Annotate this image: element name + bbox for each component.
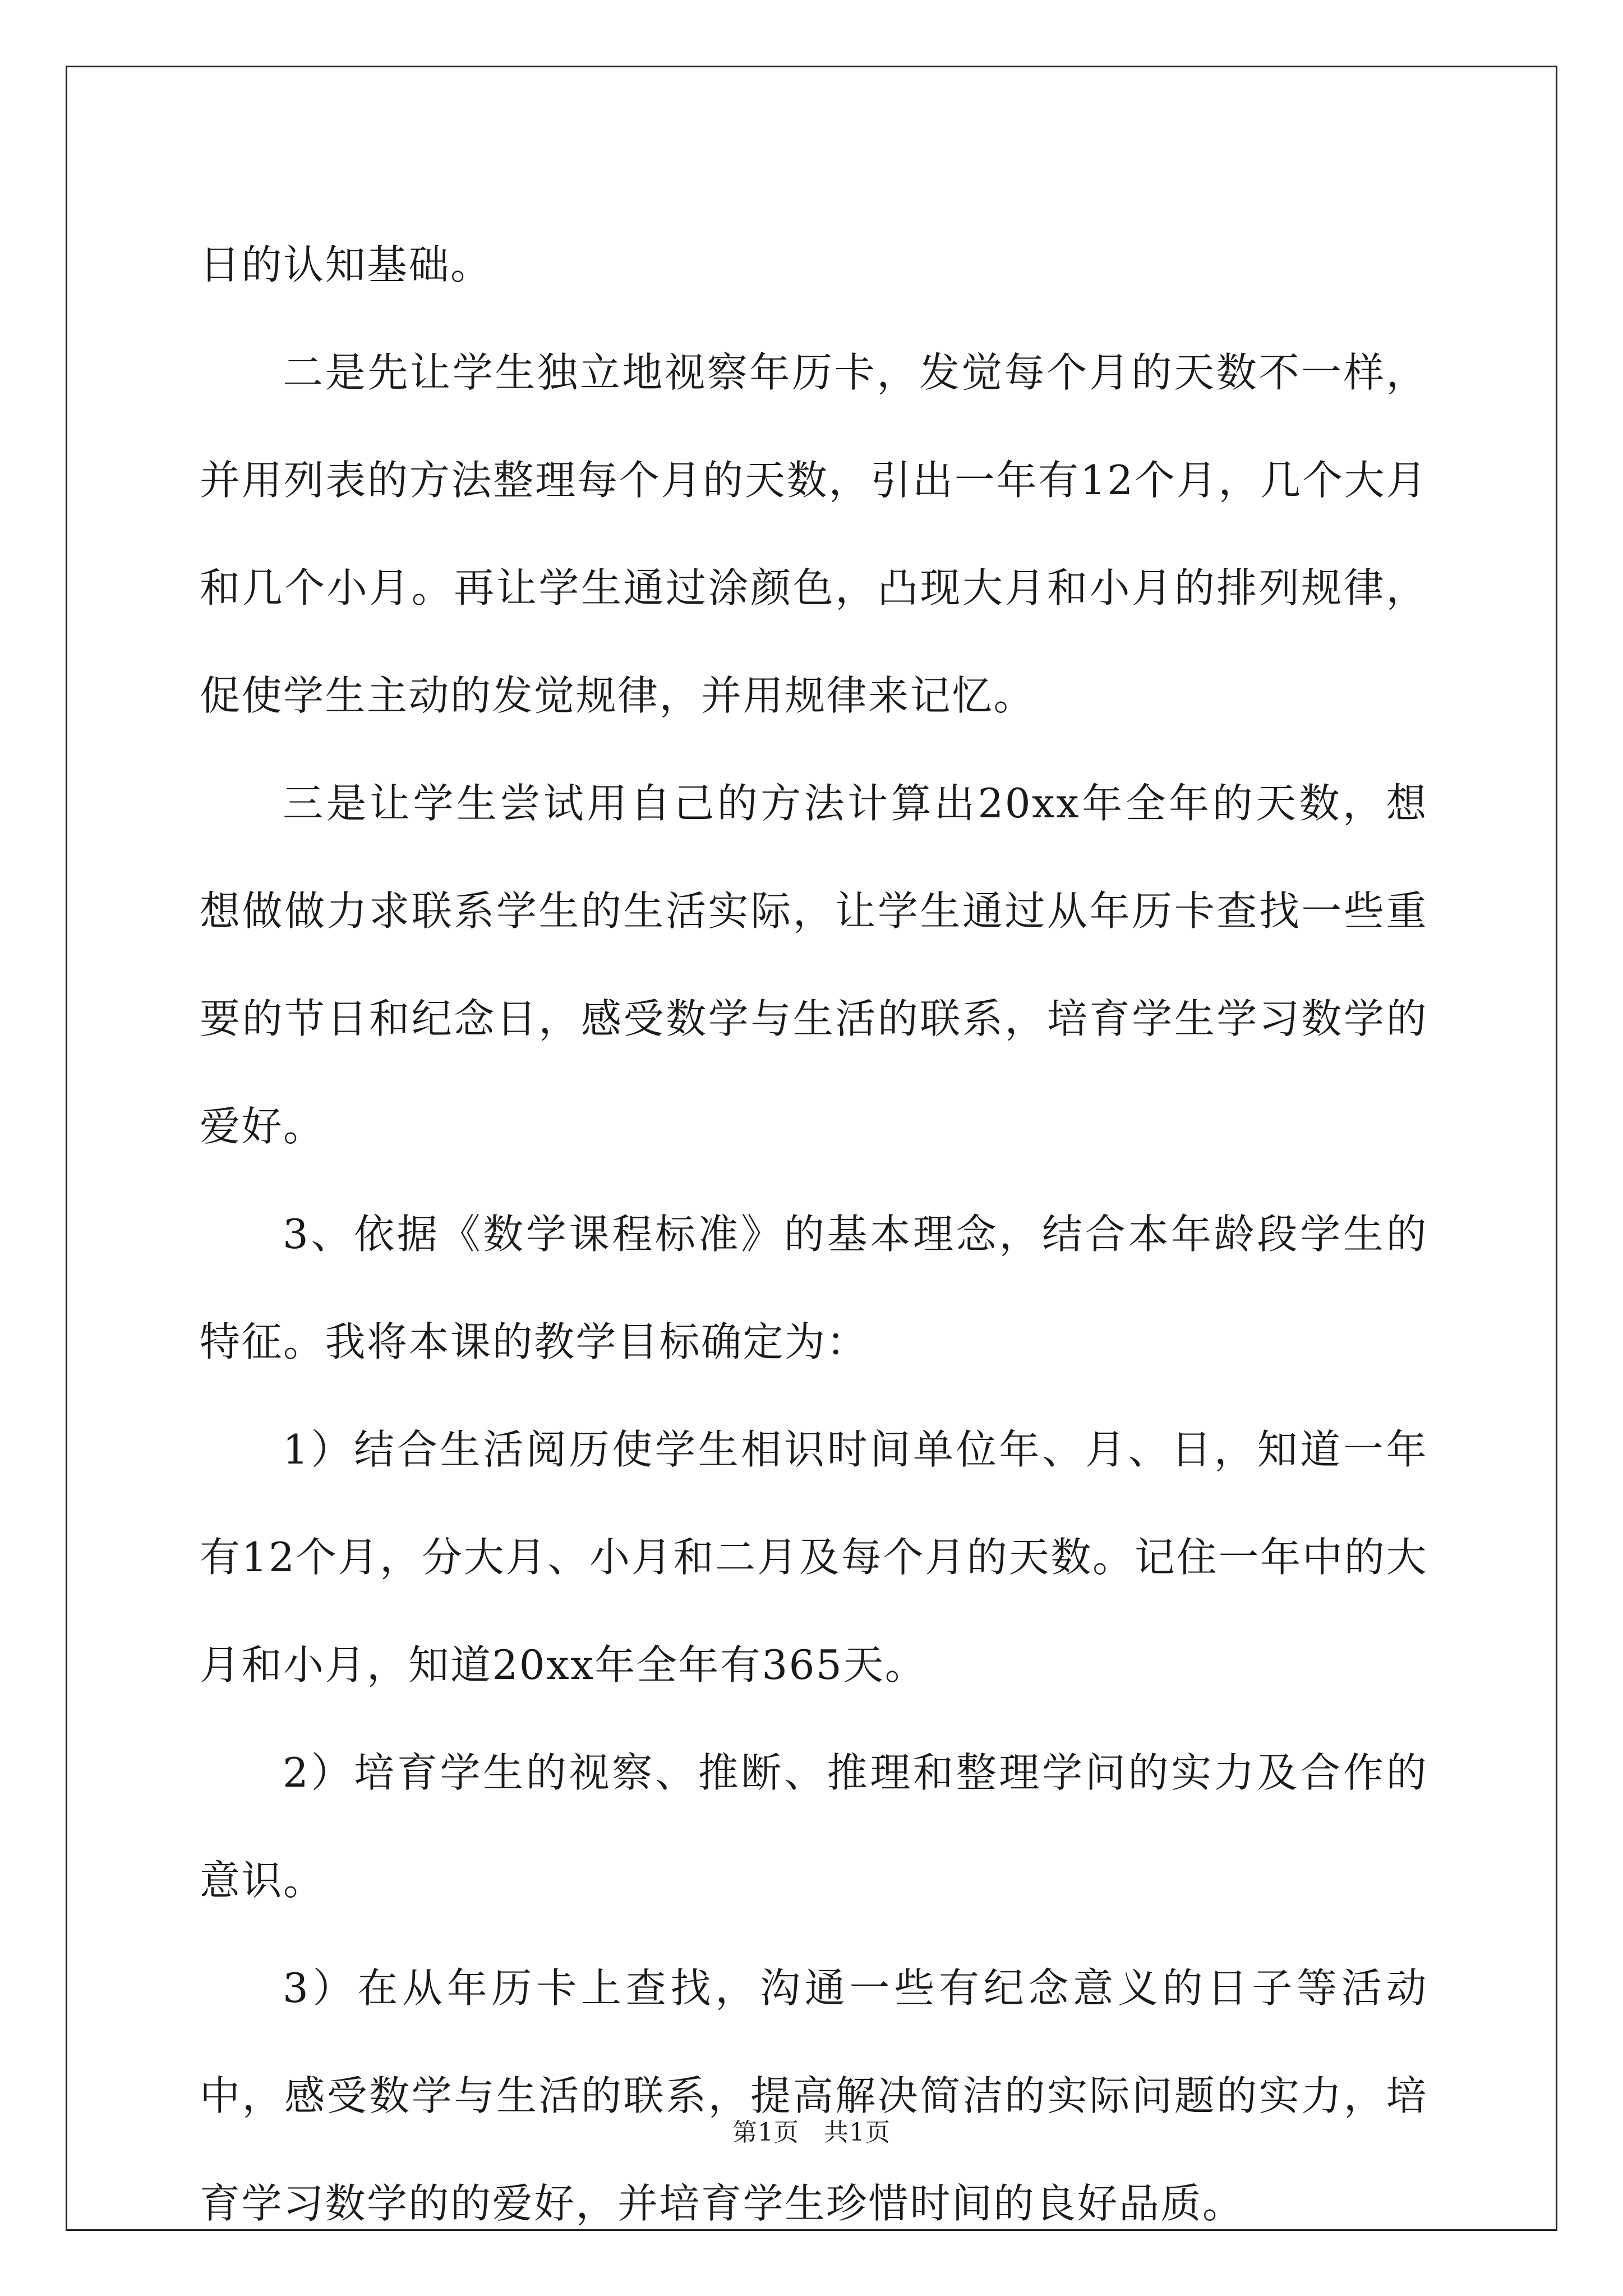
paragraph-5: 1）结合生活阅历使学生相识时间单位年、月、日，知道一年有12个月，分大月、小月和二月及每个月的天数。记住一年中的大月和小月，知道20xx年全年有365天。	[200, 1426, 1428, 1688]
page-footer	[0, 2116, 1623, 2150]
document-body	[200, 211, 1428, 2257]
paragraph-6: 2）培育学生的视察、推断、推理和整理学问的实力及合作的意识。	[200, 1749, 1428, 1904]
paragraph-2: 二是先让学生独立地视察年历卡，发觉每个月的天数不一样，并用列表的方法整理每个月的天数，引出一年有12个月，几个大月和几个小月。再让学生通过涂颜色，凸现大月和小月的排列规律，促使学生主动的发觉规律，并用规律来记忆。	[200, 349, 1428, 719]
page-number: 第1页	[732, 2118, 799, 2147]
paragraph-1: 日的认知基础。	[200, 241, 492, 288]
paragraph-4: 3、依据《数学课程标准》的基本理念，结合本年龄段学生的特征。我将本课的教学目标确定为：	[200, 1211, 1428, 1365]
paragraph-3: 三是让学生尝试用自己的方法计算出20xx年全年的天数，想想做做力求联系学生的生活实际，让学生通过从年历卡查找一些重要的节日和纪念日，感受数学与生活的联系，培育学生学习数学的爱好。	[200, 780, 1428, 1150]
page-total: 共1页	[824, 2118, 891, 2147]
paragraph-7: 3）在从年历卡上查找，沟通一些有纪念意义的日子等活动中，感受数学与生活的联系，提高解决简洁的实际问题的实力，培育学习数学的的爱好，并培育学生珍惜时间的良好品质。	[200, 1964, 1428, 2227]
